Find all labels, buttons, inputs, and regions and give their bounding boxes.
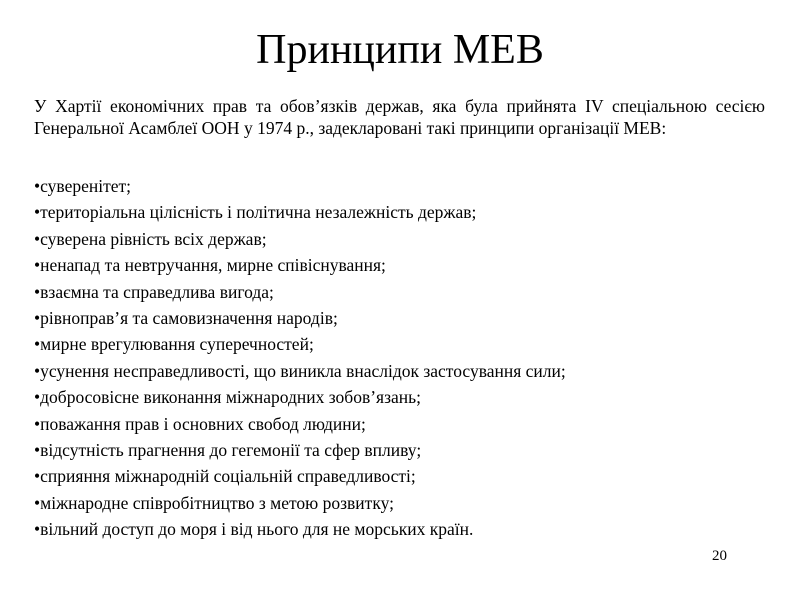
page-number: 20 [712,548,727,564]
principle-item: • поважання прав і основних свобод людини; [34,414,765,434]
slide-title: Принципи МЕВ [256,27,544,73]
principles-list [34,176,765,545]
intro-paragraph: У Хартії економічних прав та обов’язків держав, яка була прийнята IV спеціальною сесією Генеральної Асамблеї ООН у 1974 р., задекларовані такі принципи організації МЕВ: [34,96,765,138]
principle-item: • сприяння міжнародній соціальній справедливості; [34,466,765,486]
principle-item: • рівноправ’я та самовизначення народів; [34,308,765,328]
principle-item: • добросовісне виконання міжнародних зобов’язань; [34,387,765,407]
principle-item: • ненапад та невтручання, мирне співіснування; [34,255,765,275]
principle-item: • міжнародне співробітництво з метою розвитку; [34,493,765,513]
principle-item: • вільний доступ до моря і від нього для не морських країн. [34,519,765,539]
principle-item: • суверенітет; [34,176,765,196]
principle-item: • відсутність прагнення до гегемонії та сфер впливу; [34,440,765,460]
principle-item: • усунення несправедливості, що виникла внаслідок застосування сили; [34,361,765,381]
principle-item: • територіальна цілісність і політична незалежність держав; [34,202,765,222]
principle-item: • мирне врегулювання суперечностей; [34,334,765,354]
principle-item: • взаємна та справедлива вигода; [34,282,765,302]
principle-item: • суверена рівність всіх держав; [34,229,765,249]
